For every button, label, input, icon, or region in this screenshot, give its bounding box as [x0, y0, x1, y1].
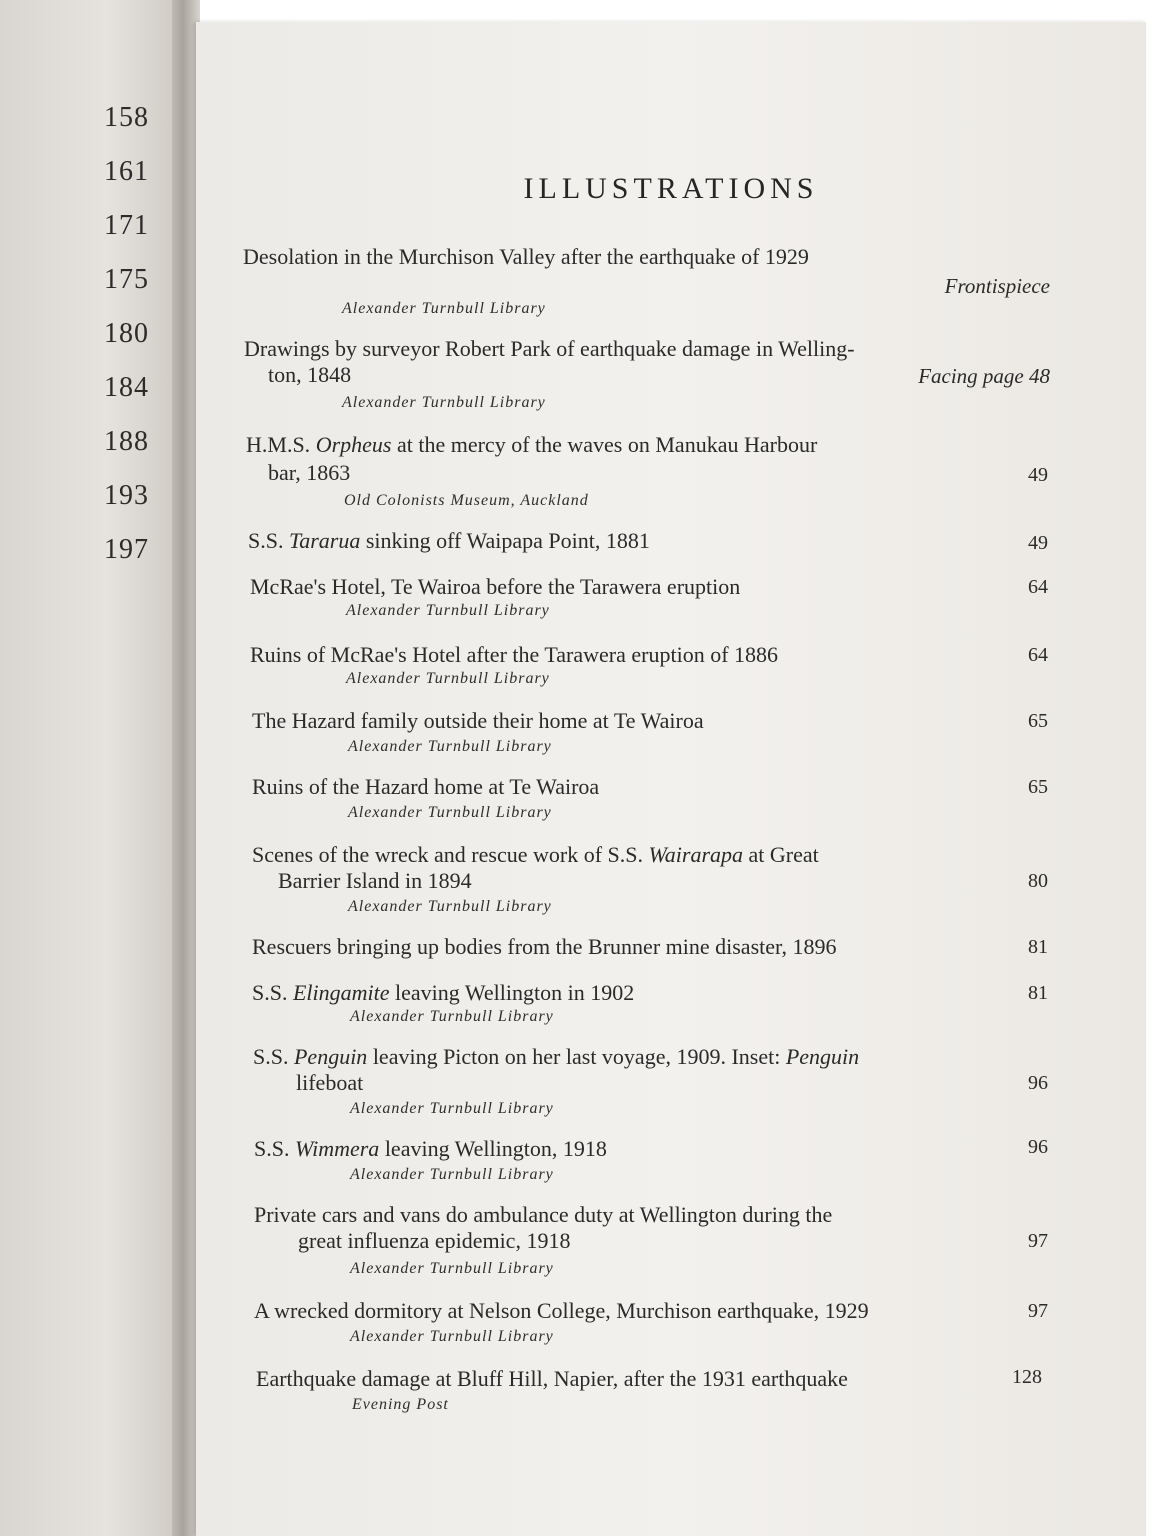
entry-caption: Private cars and vans do ambulance duty at Wellington during the [254, 1202, 833, 1227]
left-page-number: 184 [104, 372, 149, 403]
entry-caption: bar, 1863 [268, 460, 351, 485]
entry-caption: S.S. Tararua sinking off Waipapa Point, 1881 [248, 528, 650, 553]
entry-caption: S.S. Penguin leaving Picton on her last voyage, 1909. Inset: Penguin [253, 1044, 860, 1069]
entry-caption: lifeboat [296, 1070, 364, 1095]
entry-credit: Alexander Turnbull Library [346, 670, 550, 687]
entry-credit: Alexander Turnbull Library [350, 1008, 554, 1025]
entry-page: 128 [1012, 1366, 1042, 1388]
entry-page: 81 [1028, 936, 1048, 958]
left-page-number: 161 [104, 156, 149, 187]
entry-caption: The Hazard family outside their home at Te Wairoa [252, 708, 704, 733]
entry-page: 96 [1028, 1072, 1048, 1094]
entry-credit: Alexander Turnbull Library [348, 738, 552, 755]
entry-page: 65 [1028, 710, 1048, 732]
entry-page: 64 [1028, 644, 1048, 666]
page-title: ILLUSTRATIONS [523, 172, 819, 205]
entry-credit: Alexander Turnbull Library [350, 1100, 554, 1117]
entry-credit: Alexander Turnbull Library [348, 898, 552, 915]
entry-caption: great influenza epidemic, 1918 [298, 1228, 571, 1253]
entry-caption: ton, 1848 [268, 362, 352, 387]
left-page-number: 175 [104, 264, 149, 295]
entry-caption: Ruins of McRae's Hotel after the Tarawera eruption of 1886 [250, 642, 779, 667]
left-page-number: 158 [104, 102, 149, 133]
left-page [0, 0, 178, 1536]
entry-credit: Alexander Turnbull Library [350, 1166, 554, 1183]
entry-caption: Drawings by surveyor Robert Park of earthquake damage in Welling- [244, 336, 855, 361]
entry-caption: A wrecked dormitory at Nelson College, Murchison earthquake, 1929 [254, 1298, 869, 1323]
right-page [196, 22, 1146, 1536]
entry-page: 49 [1028, 532, 1048, 554]
entry-caption: McRae's Hotel, Te Wairoa before the Tarawera eruption [250, 574, 741, 599]
entry-caption: Ruins of the Hazard home at Te Wairoa [252, 774, 600, 799]
entry-credit: Old Colonists Museum, Auckland [344, 492, 589, 509]
left-page-number: 171 [104, 210, 149, 241]
entry-caption: Rescuers bringing up bodies from the Brunner mine disaster, 1896 [252, 934, 837, 959]
entry-caption: S.S. Elingamite leaving Wellington in 1902 [252, 980, 635, 1005]
entry-page: 81 [1028, 982, 1048, 1004]
entry-caption: Barrier Island in 1894 [278, 868, 472, 893]
entry-page: 97 [1028, 1300, 1048, 1322]
left-page-number: 180 [104, 318, 149, 349]
entry-credit: Alexander Turnbull Library [350, 1328, 554, 1345]
entry-page: Frontispiece [944, 274, 1050, 298]
entry-caption: Scenes of the wreck and rescue work of S.S. Wairarapa at Great [252, 842, 819, 867]
entry-caption: Earthquake damage at Bluff Hill, Napier, after the 1931 earthquake [256, 1366, 848, 1391]
entry-page: 49 [1028, 464, 1048, 486]
entry-credit: Evening Post [352, 1396, 449, 1413]
entry-page: 96 [1028, 1136, 1048, 1158]
entry-credit: Alexander Turnbull Library [350, 1260, 554, 1277]
entry-page: 97 [1028, 1230, 1048, 1252]
left-page-number: 188 [104, 426, 149, 457]
entry-credit: Alexander Turnbull Library [348, 804, 552, 821]
entry-credit: Alexander Turnbull Library [346, 602, 550, 619]
entry-page: 80 [1028, 870, 1048, 892]
entry-credit: Alexander Turnbull Library [342, 394, 546, 411]
left-page-number: 197 [104, 534, 149, 565]
entry-page: 64 [1028, 576, 1048, 598]
entry-page: 65 [1028, 776, 1048, 798]
entry-caption: Desolation in the Murchison Valley after the earthquake of 1929 [243, 244, 809, 269]
entry-caption: H.M.S. Orpheus at the mercy of the waves on Manukau Harbour [246, 432, 818, 457]
entry-page: Facing page 48 [918, 364, 1050, 388]
entry-caption: S.S. Wimmera leaving Wellington, 1918 [254, 1136, 607, 1161]
entry-credit: Alexander Turnbull Library [342, 300, 546, 317]
left-page-number: 193 [104, 480, 149, 511]
